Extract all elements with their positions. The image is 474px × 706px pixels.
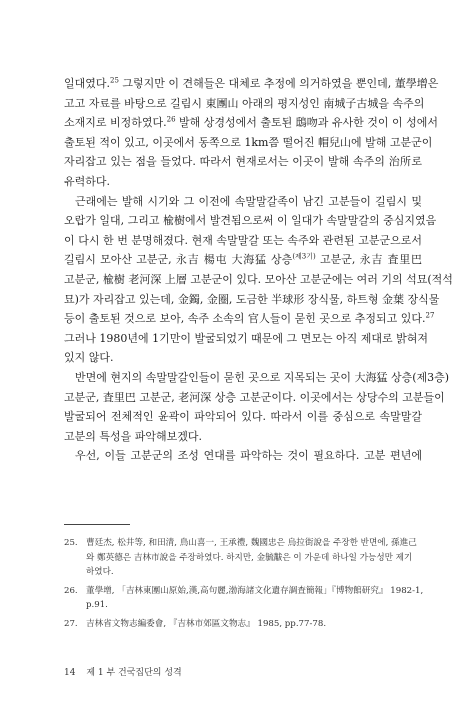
text-line xyxy=(64,446,422,466)
text-line xyxy=(64,270,453,290)
text-line xyxy=(64,309,435,329)
running-title: 제 1 부 건국집단의 성격 xyxy=(86,668,182,678)
text-line xyxy=(64,329,428,349)
text-line xyxy=(64,74,439,94)
footnote-line: 하였다. xyxy=(86,567,114,578)
text-segment: 고분군, 楡樹 老河深 上層 고분군이 있다. 모아산 고분군에는 여러 기의 석묘(적석 xyxy=(64,272,453,286)
footnote-text xyxy=(86,584,423,613)
page-footer xyxy=(64,665,182,678)
footnote-divider xyxy=(64,524,130,525)
text-line xyxy=(64,348,422,368)
text-segment: 오랍가 일대, 그리고 楡樹에서 발견됨으로써 이 일대가 속말말갈의 중심지였음 xyxy=(64,214,437,228)
text-segment: 반면에 현지의 속말말갈인들이 묻힌 곳으로 지목되는 곳이 大海猛 상층(제3층) xyxy=(75,370,450,384)
footnote xyxy=(64,617,422,632)
text-line xyxy=(64,172,422,192)
text-line xyxy=(64,427,422,447)
text-segment: 고분군, 査里巴 고분군, 老河深 상층 고분군이다. 이곳에서는 상당수의 고분들이 xyxy=(64,390,445,404)
footnote-marker: 25 xyxy=(110,76,119,85)
text-segment: 고분의 특성을 파악해보겠다. xyxy=(64,429,203,443)
footnote-marker: 27 xyxy=(425,311,435,320)
text-segment: 길림시 모아산 고분군, 永吉 楊屯 大海猛 상층$^{(제3기)}$ 고분군, 永吉 査里巴 xyxy=(64,252,422,267)
footnote-line: 董學增, 「吉林東團山原始,漢,高句麗,渤海諸文化遺存調査簡報」『博物館研究』 1982-1, xyxy=(86,585,424,596)
text-segment: 출토된 적이 있고, 이곳에서 동쪽으로 1km쯤 떨어진 帽兒山에 발해 고분군이 xyxy=(64,135,433,149)
text-segment: 등이 출토된 것으로 보아, 속주 소속의 官人들이 묻힌 곳으로 추정되고 있다.$^{27}$ xyxy=(64,311,435,326)
text-line xyxy=(64,368,450,388)
footnote-number: 26. xyxy=(64,585,78,596)
text-segment: 묘)가 자리잡고 있는데, 金鐲, 金圈, 도금한 半球形 장식물, 하트형 金葉 장식물 xyxy=(64,292,440,306)
text-line xyxy=(64,94,425,114)
footnote-line: 와 鄭英德은 吉林市說을 주장하였다. 하지만, 金毓黻은 이 가운데 하나일 가능성만 제기 xyxy=(86,552,413,563)
footnote xyxy=(64,536,422,580)
text-segment: 유력하다. xyxy=(64,174,111,188)
text-segment: 고고 자료를 바탕으로 길림시 東團山 아래의 평지성인 南城子古城을 속주의 xyxy=(64,96,425,110)
text-line xyxy=(64,250,422,270)
footnote xyxy=(64,584,422,613)
footnote-line: 曹廷杰, 松井等, 和田清, 鳥山喜一, 王承禮, 魏國忠은 烏拉街說을 주장한 반면에, 孫進己 xyxy=(86,538,417,548)
footnote-marker: 26 xyxy=(166,115,176,124)
footnote-marker: (제3기) xyxy=(292,252,316,261)
text-segment: 자리잡고 있는 점을 들었다. 따라서 현재로서는 이곳이 발해 속주의 治所로 xyxy=(64,155,422,169)
text-line xyxy=(64,231,422,251)
footnote-line: 吉林省文物志編委會, 『吉林市郊區文物志』 1985, pp.77-78. xyxy=(86,618,327,629)
text-segment: 그러나 1980년에 1기만이 발굴되었기 때문에 그 면모는 아직 제대로 밝혀져 xyxy=(64,331,428,345)
text-line xyxy=(64,133,433,153)
text-segment: 소재지로 비정하였다.$^{26}$ 발해 상경성에서 출토된 鴟吻과 유사한 것이 이 성에서 xyxy=(64,115,439,130)
text-line xyxy=(64,407,422,427)
text-line xyxy=(64,211,437,231)
footnote-line: p.91. xyxy=(86,600,108,611)
text-segment: 우선, 이들 고분군의 조성 연대를 파악하는 것이 필요하다. 고분 편년에 xyxy=(75,449,422,463)
text-segment: 있지 않다. xyxy=(64,351,114,365)
footnote-text xyxy=(86,617,422,632)
footnote-number: 25. xyxy=(64,538,78,548)
page-number: 14 xyxy=(64,668,76,678)
text-segment: 이 다시 한 번 분명해졌다. 현재 속말말갈 또는 속주와 관련된 고분군으로서 xyxy=(64,233,422,247)
text-line xyxy=(64,290,440,310)
text-segment: 일대였다.$^{25}$ 그렇지만 이 견해들은 대체로 추정에 의거하였을 뿐인데, 董學增은 xyxy=(64,76,439,90)
footnotes xyxy=(64,536,422,636)
text-segment: 근래에는 발해 시기와 그 이전에 속말말갈족이 남긴 고분들이 길림시 및 xyxy=(75,194,422,208)
text-line xyxy=(64,192,422,212)
text-line xyxy=(64,113,439,133)
text-segment: 발굴되어 전체적인 윤곽이 파악되어 있다. 따라서 이를 중심으로 속말말갈 xyxy=(64,410,422,424)
text-line xyxy=(64,388,445,408)
footnote-text xyxy=(86,536,422,580)
body-text xyxy=(64,74,453,466)
text-line xyxy=(64,152,422,172)
footnote-number: 27. xyxy=(64,618,78,629)
